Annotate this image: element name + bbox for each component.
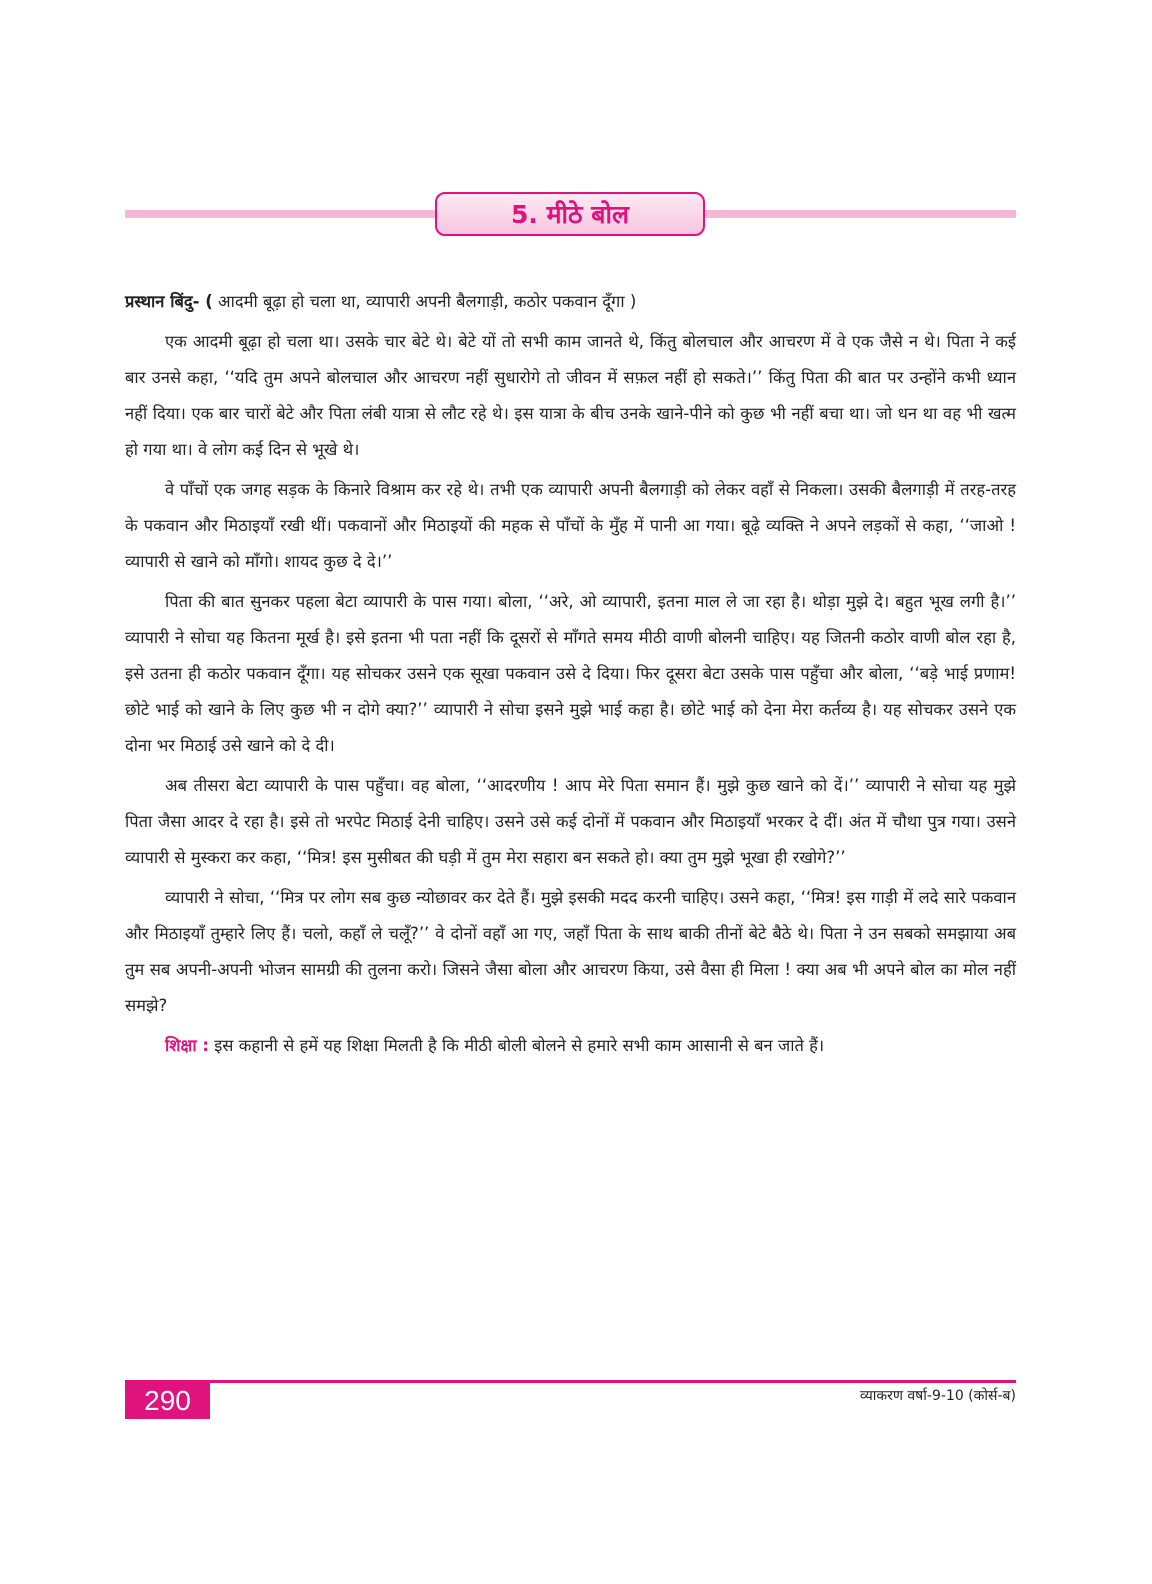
chapter-title-box [435, 192, 705, 236]
story-content [125, 284, 1016, 1068]
story-points [125, 284, 1016, 320]
story-points-text: आदमी बूढ़ा हो चला था, व्यापारी अपनी बैलगाड़ी, कठोर पकवान दूँगा ) [212, 292, 637, 311]
moral-lesson [125, 1028, 1016, 1064]
paragraph: व्यापारी ने सोचा, ‘‘मित्र पर लोग सब कुछ न्योछावर कर देते हैं। मुझे इसकी मदद करनी चाहिए। उसने कहा, ‘‘मित्र! इस गाड़ी में लदे सारे पकवान और मिठाइयाँ तुम्हारे लिए हैं। चलो, कहाँ ले चलूँ?’’ वे दोनों वहाँ आ गए, जहाँ पिता के साथ बाकी तीनों बेटे बैठे थे। पिता ने उन सबको समझाया अब तुम सब अपनी-अपनी भोजन सामग्री की तुलना करो। जिसने जैसा बोला और आचरण किया, उसे वैसा ही मिला ! क्या अब भी अपने बोल का मोल नहीं समझे? [125, 888, 1016, 1015]
page-number-text: 290 [144, 1385, 191, 1416]
story-points-label: प्रस्थान बिंदु- ( [125, 292, 213, 311]
moral-lesson-label: शिक्षा : [165, 1036, 209, 1055]
moral-lesson-text: इस कहानी से हमें यह शिक्षा मिलती है कि मीठी बोली बोलने से हमारे सभी काम आसानी से बन जाते हैं। [208, 1036, 825, 1055]
paragraph: वे पाँचों एक जगह सड़क के किनारे विश्राम कर रहे थे। तभी एक व्यापारी अपनी बैलगाड़ी को लेकर वहाँ से निकला। उसकी बैलगाड़ी में तरह-तरह के पकवान और मिठाइयाँ रखी थीं। पकवानों और मिठाइयों की महक से पाँचों के मुँह में पानी आ गया। बूढ़े व्यक्ति ने अपने लड़कों से कहा, ‘‘जाओ ! व्यापारी से खाने को माँगो। शायद कुछ दे दे।’’ [125, 480, 1016, 571]
footer-divider [125, 1380, 1016, 1383]
paragraph: एक आदमी बूढ़ा हो चला था। उसके चार बेटे थे। बेटे यों तो सभी काम जानते थे, किंतु बोलचाल और आचरण में वे एक जैसे न थे। पिता ने कई बार उनसे कहा, ‘‘यदि तुम अपने बोलचाल और आचरण नहीं सुधारोगे तो जीवन में सफ़ल नहीं हो सकते।’’ किंतु पिता की बात पर उन्होंने कभी ध्यान नहीं दिया। एक बार चारों बेटे और पिता लंबी यात्रा से लौट रहे थे। इस यात्रा के बीच उनके खाने-पीने को कुछ भी नहीं बचा था। जो धन था वह भी खत्म हो गया था। वे लोग कई दिन से भूखे थे। [125, 332, 1016, 459]
paragraph: अब तीसरा बेटा व्यापारी के पास पहुँचा। वह बोला, ‘‘आदरणीय ! आप मेरे पिता समान हैं। मुझे कुछ खाने को दें।’’ व्यापारी ने सोचा यह मुझे पिता जैसा आदर दे रहा है। इसे तो भरपेट मिठाई देनी चाहिए। उसने उसे कई दोनों में पकवान और मिठाइयाँ भरकर दे दीं। अंत में चौथा पुत्र गया। उसने व्यापारी से मुस्करा कर कहा, ‘‘मित्र! इस मुसीबत की घड़ी में तुम मेरा सहारा बन सकते हो। क्या तुम मुझे भूखा ही रखोगे?’’ [125, 776, 1016, 867]
page-number [125, 1383, 210, 1419]
chapter-title: 5. मीठे बोल [511, 200, 629, 229]
book-title: व्याकरण वर्षा-9-10 (कोर्स-ब) [859, 1388, 1016, 1404]
paragraph: पिता की बात सुनकर पहला बेटा व्यापारी के पास गया। बोला, ‘‘अरे, ओ व्यापारी, इतना माल ले जा रहा है। थोड़ा मुझे दे। बहुत भूख लगी है।’’ व्यापारी ने सोचा यह कितना मूर्ख है। इसे इतना भी पता नहीं कि दूसरों से माँगते समय मीठी वाणी बोलनी चाहिए। यह जितनी कठोर वाणी बोल रहा है, इसे उतना ही कठोर पकवान दूँगा। यह सोचकर उसने एक सूखा पकवान उसे दे दिया। फिर दूसरा बेटा उसके पास पहुँचा और बोला, ‘‘बड़े भाई प्रणाम! छोटे भाई को खाने के लिए कुछ भी न दोगे क्या?’’ व्यापारी ने सोचा इसने मुझे भाई कहा है। छोटे भाई को देना मेरा कर्तव्य है। यह सोचकर उसने एक दोना भर मिठाई उसे खाने को दे दी। [125, 592, 1016, 755]
